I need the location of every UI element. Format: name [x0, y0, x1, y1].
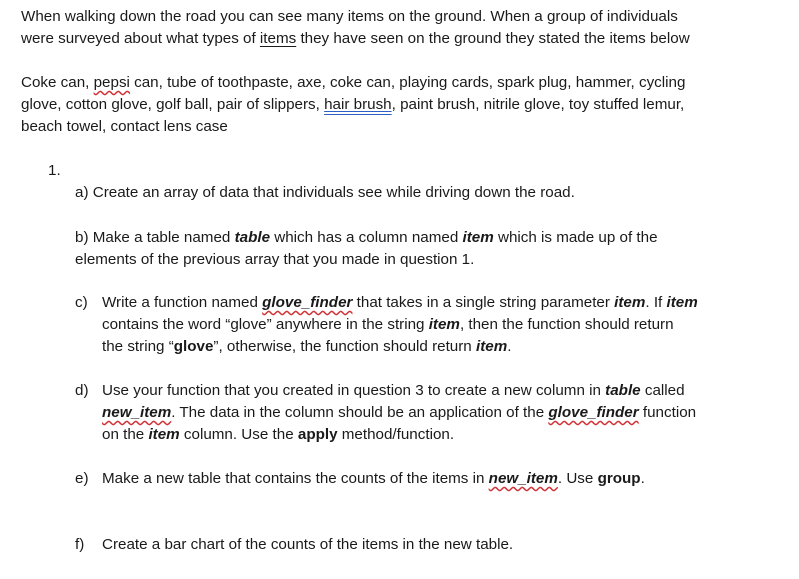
question-a-text: Create an array of data that individuals see while driving down the road.: [92, 184, 575, 201]
question-e-text: .: [640, 470, 645, 487]
question-a-label: a): [75, 184, 89, 201]
keyword-new-item: new_item: [488, 470, 558, 487]
question-e-text: . Use: [557, 470, 598, 487]
list-text: Coke can,: [21, 74, 94, 91]
keyword-item: item: [475, 338, 508, 355]
keyword-item: item: [428, 316, 460, 333]
question-d-label: d): [75, 382, 89, 399]
intro-line-1: [21, 6, 678, 28]
question-d-text: on the: [102, 426, 149, 443]
question-c-text: contains the word “glove” anywhere in the string: [102, 316, 429, 333]
question-d-text: called: [640, 382, 685, 399]
keyword-table: table: [234, 229, 271, 246]
question-c-text: the string “: [102, 338, 174, 355]
question-d-text: . The data in the column should be an application of the: [171, 404, 549, 421]
keyword-glove: glove: [173, 338, 214, 355]
question-d-text: column. Use the: [179, 426, 298, 443]
question-f-line-1: [102, 534, 513, 556]
question-number: 1.: [48, 162, 61, 179]
question-e-label: e): [75, 470, 89, 487]
list-text: , paint brush, nitrile glove, toy stuffed lemur,: [391, 96, 685, 113]
items-word: items: [259, 30, 297, 47]
keyword-apply: apply: [297, 426, 338, 443]
keyword-glove-finder: glove_finder: [548, 404, 639, 421]
keyword-group: group: [597, 470, 641, 487]
keyword-item: item: [462, 229, 494, 246]
list-line-1: [21, 72, 685, 94]
question-d-text: method/function.: [337, 426, 455, 443]
intro-line-2: [21, 28, 690, 50]
list-text: glove, cotton glove, golf ball, pair of slippers,: [21, 96, 325, 113]
question-c-line-3: [102, 336, 511, 358]
question-b-text: elements of the previous array that you made in question 1.: [75, 251, 475, 268]
intro-text: were surveyed about what types of: [21, 30, 260, 47]
list-text: beach towel, contact lens case: [21, 118, 228, 135]
keyword-new-item: new_item: [102, 404, 172, 421]
question-d-line-1: [102, 380, 685, 402]
question-d-text: Use your function that you created in question 3 to create a new column in: [102, 382, 606, 399]
question-c-line-2: [102, 314, 674, 336]
keyword-item: item: [148, 426, 180, 443]
question-b-text: which has a column named: [270, 229, 463, 246]
intro-text: they have seen on the ground they stated the items below: [296, 30, 690, 47]
keyword-table: table: [605, 382, 641, 399]
question-d-line-2: [102, 402, 696, 424]
question-b-text: which is made up of the: [493, 229, 658, 246]
question-d-text: function: [638, 404, 697, 421]
question-b-line-2: [75, 249, 474, 271]
question-b-label: b): [75, 229, 89, 246]
question-b-line-1: [75, 227, 658, 249]
keyword-item: item: [666, 294, 698, 311]
question-c-line-1: [102, 292, 698, 314]
question-c-text: ”, otherwise, the function should return: [213, 338, 476, 355]
grammar-hair-brush: hair brush: [324, 96, 392, 113]
keyword-glove-finder: glove_finder: [262, 294, 353, 311]
list-text: can, tube of toothpaste, axe, coke can, playing cards, spark plug, hammer, cycling: [129, 74, 686, 91]
question-a: [75, 182, 575, 204]
question-e-line-1: [102, 468, 645, 490]
question-c-text: Write a function named: [102, 294, 263, 311]
keyword-item: item: [614, 294, 646, 311]
question-c-text: .: [507, 338, 512, 355]
list-line-3: [21, 116, 228, 138]
question-c-label: c): [75, 294, 88, 311]
question-c-text: , then the function should return: [459, 316, 674, 333]
intro-text: When walking down the road you can see many items on the ground. When a group of individuals: [21, 8, 678, 25]
question-e-text: Make a new table that contains the counts of the items in: [102, 470, 489, 487]
question-b-text: Make a table named: [88, 229, 235, 246]
spell-pepsi: pepsi: [93, 74, 130, 91]
question-f-label: f): [75, 536, 85, 553]
question-f-text: Create a bar chart of the counts of the items in the new table.: [102, 536, 514, 553]
question-d-line-3: [102, 424, 454, 446]
question-c-text: . If: [645, 294, 667, 311]
list-line-2: [21, 94, 684, 116]
question-c-text: that takes in a single string parameter: [352, 294, 615, 311]
